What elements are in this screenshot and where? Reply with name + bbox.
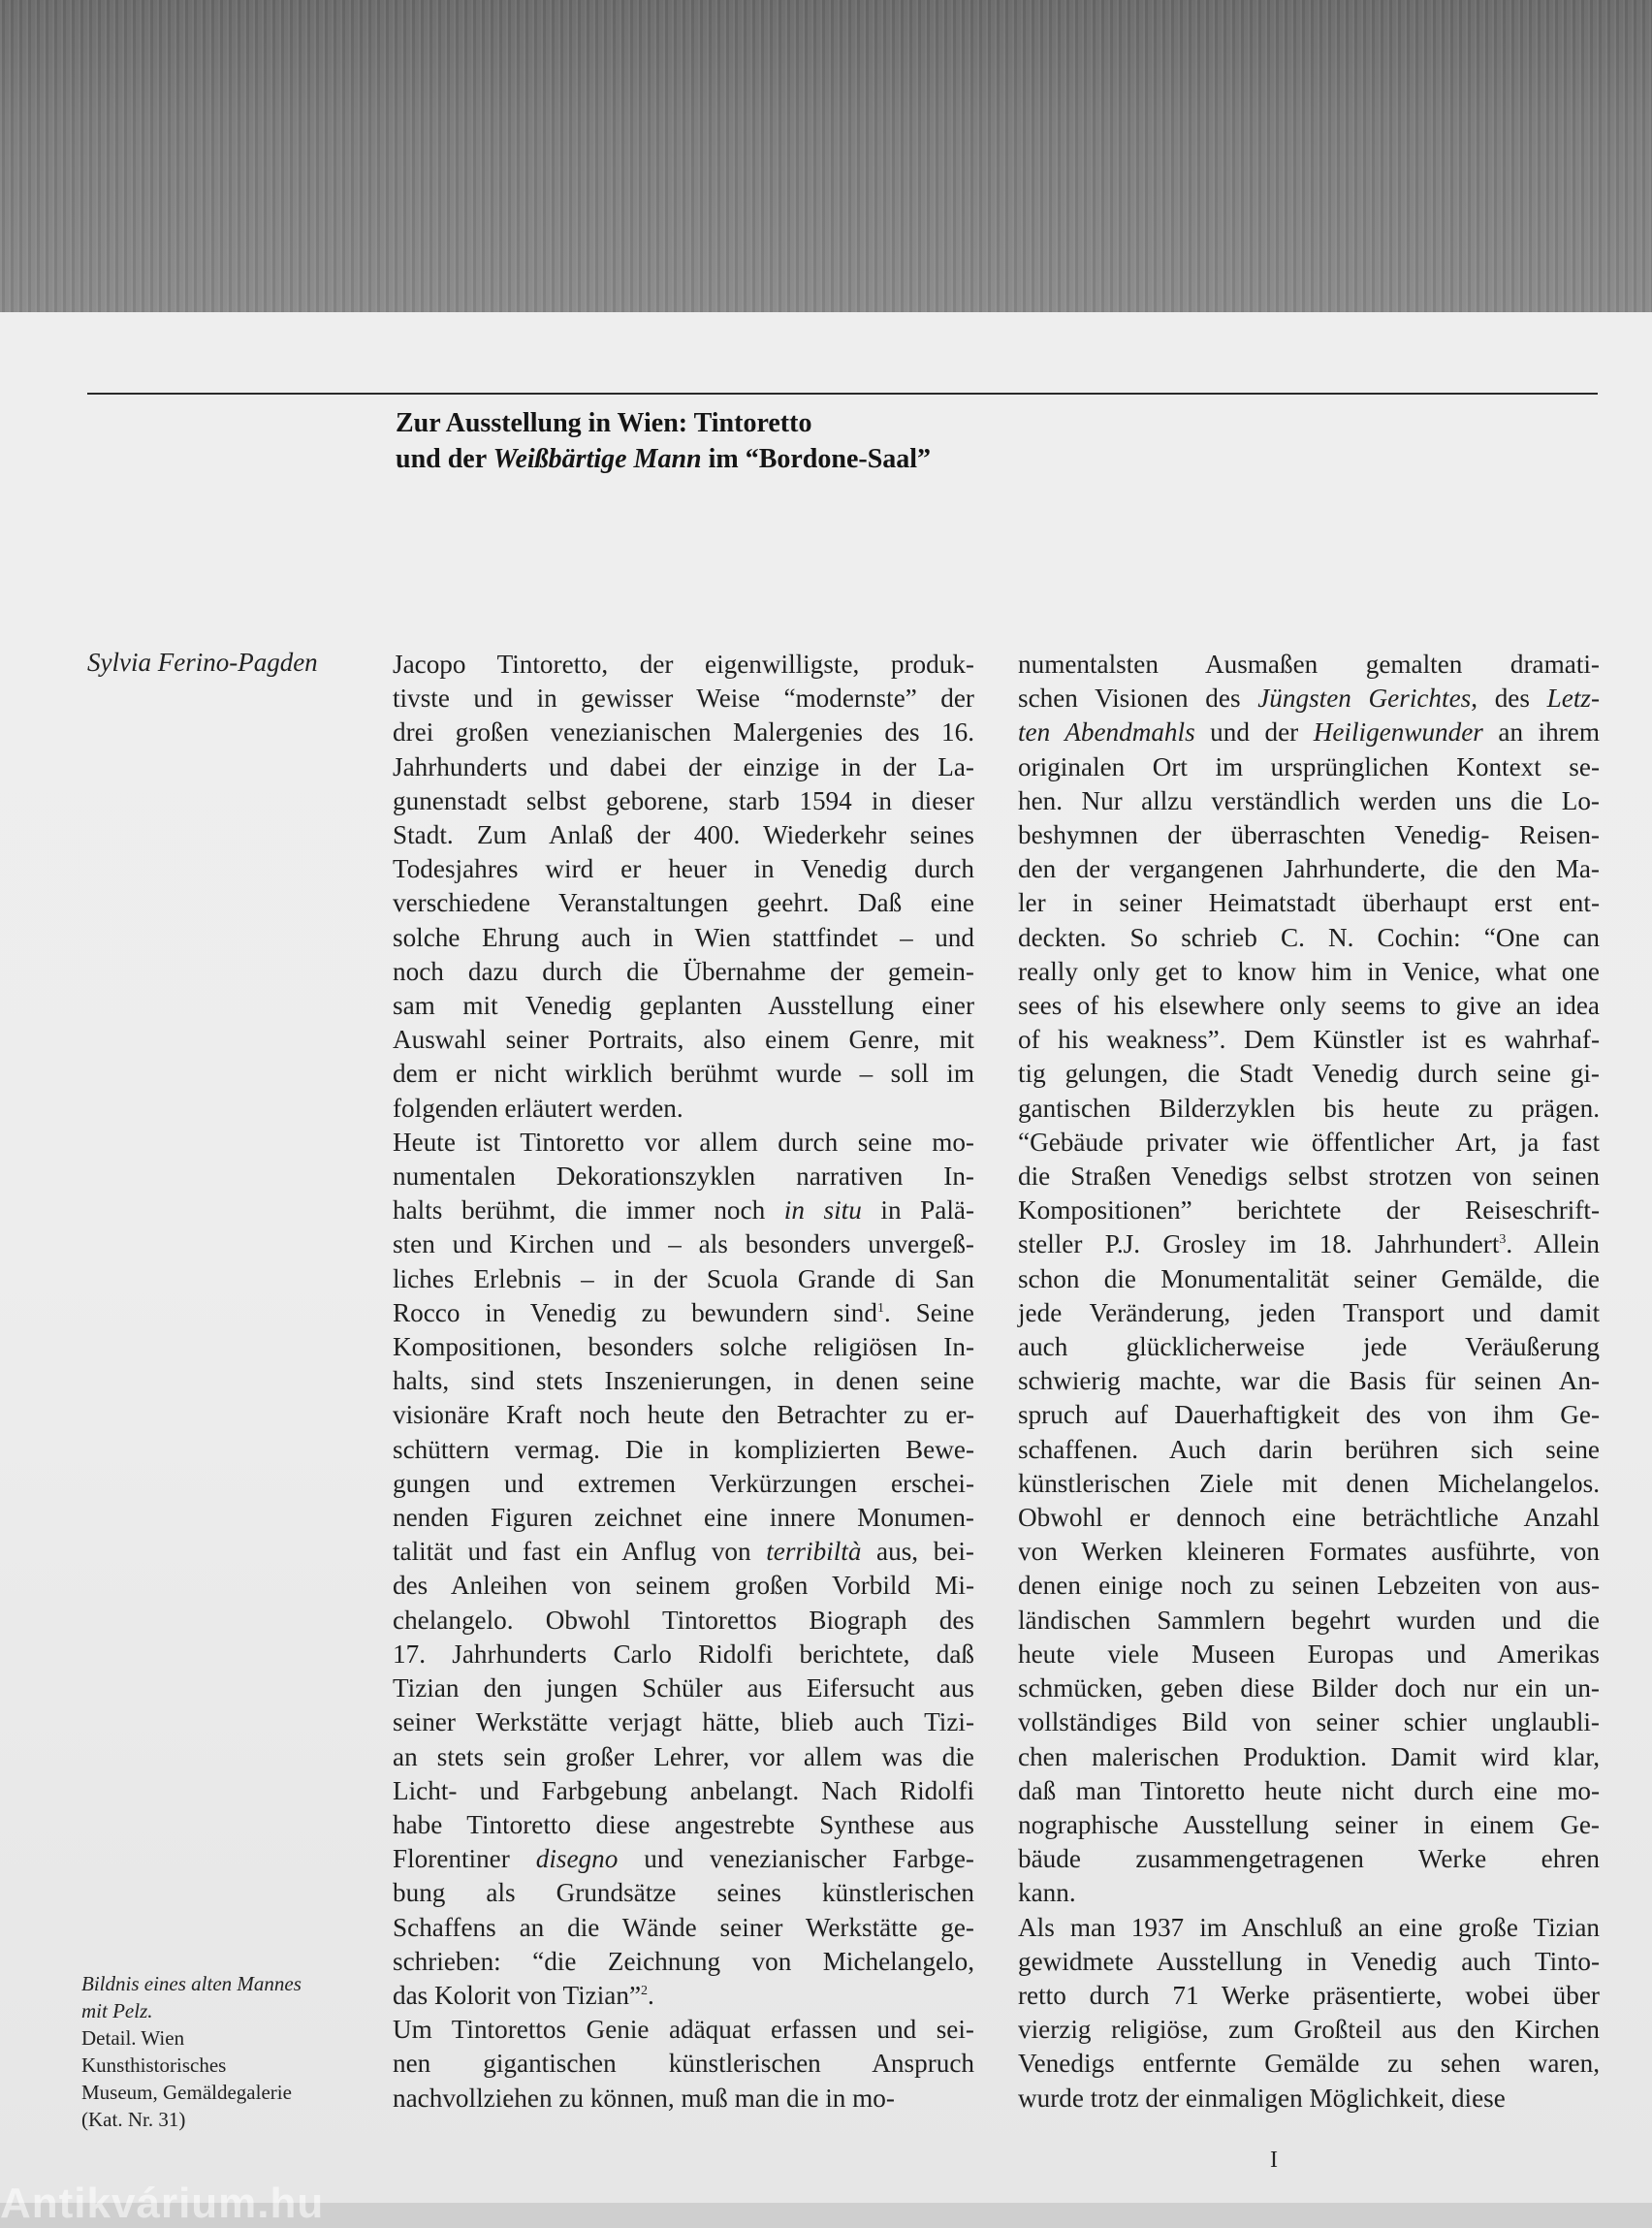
text-line: Venedigs entfernte Gemälde zu sehen waren, [1018, 2049, 1600, 2079]
text-line: originalen Ort im ursprünglichen Kontext se- [1018, 751, 1600, 781]
text-line: chelangelo. Obwohl Tintorettos Biograph des [393, 1605, 974, 1635]
title-italic-painting: Weißbärtige Mann [492, 444, 702, 474]
text-line: vollständiges Bild von seiner schier unglaubli- [1018, 1707, 1600, 1737]
title-line-1: Zur Ausstellung in Wien: Tintoretto [396, 408, 812, 438]
text-line: von Werken kleineren Formates ausführte, von [1018, 1537, 1600, 1567]
text-line: des Anleihen von seinem großen Vorbild Mi- [393, 1571, 974, 1601]
text-line: Licht- und Farbgebung anbelangt. Nach Ridolfi [393, 1775, 974, 1805]
text-line: Jahrhunderts und dabei der einzige in der La- [393, 751, 974, 781]
text-line: heute viele Museen Europas und Amerikas [1018, 1639, 1600, 1669]
text-line: ten Abendmahls und der Heiligenwunder an ihrem [1018, 717, 1600, 748]
page-number: I [1270, 2148, 1278, 2173]
text-line: gunenstadt selbst geborene, starb 1594 in dieser [393, 785, 974, 815]
text-line: schon die Monumentalität seiner Gemälde, die [1018, 1263, 1600, 1293]
text-line: Jacopo Tintoretto, der eigenwilligste, produk- [393, 650, 974, 679]
text-line: kann. [1018, 1878, 1076, 1908]
text-line: tivste und in gewisser Weise “modernste” der [393, 684, 974, 714]
text-line: Stadt. Zum Anlaß der 400. Wiederkehr seines [393, 820, 974, 850]
text-line: Obwohl er dennoch eine beträchtliche Anzahl [1018, 1503, 1600, 1533]
title-line-2: und der Weißbärtige Mann im “Bordone-Saal” [396, 444, 932, 474]
text-line: Rocco in Venedig zu bewundern sind$^1$. Seine [393, 1297, 974, 1327]
text-line: den der vergangenen Jahrhunderte, die den Ma- [1018, 854, 1600, 884]
text-line: schaffenen. Auch darin berühren sich seine [1018, 1434, 1600, 1464]
text-line: nographische Ausstellung seiner in einem Ge- [1018, 1809, 1600, 1839]
text-line: daß man Tintoretto heute nicht durch eine mo- [1018, 1775, 1600, 1805]
text-line: Kompositionen, besonders solche religiösen In- [393, 1332, 974, 1362]
text-line: nachvollziehen zu können, muß man die in mo- [393, 2083, 895, 2113]
text-line: sten und Kirchen und – als besonders unvergeß- [393, 1229, 974, 1259]
text-line: künstlerischen Ziele mit denen Michelangelos. [1018, 1468, 1600, 1498]
caption-line: Bildnis eines alten Mannes [81, 1972, 302, 1995]
text-line: halts berühmt, die immer noch in situ in Palä- [393, 1195, 974, 1225]
text-line: jede Veränderung, jeden Transport und damit [1018, 1297, 1600, 1327]
text-line: an stets sein großer Lehrer, vor allem was die [393, 1741, 974, 1771]
text-line: noch dazu durch die Übernahme der gemein- [393, 956, 974, 986]
text-line: habe Tintoretto diese angestrebte Synthese aus [393, 1809, 974, 1839]
text-column-1 [393, 648, 974, 2116]
text-line: tig gelungen, die Stadt Venedig durch seine gi- [1018, 1059, 1600, 1089]
text-line: nen gigantischen künstlerischen Anspruch [393, 2049, 974, 2079]
text-line: “Gebäude privater wie öffentlicher Art, ja fast [1018, 1127, 1600, 1157]
text-line: talität und fast ein Anflug von terribiltà aus, bei- [393, 1537, 974, 1567]
text-line: bung als Grundsätze seines künstlerischen [393, 1878, 974, 1908]
text-line: deckten. So schrieb C. N. Cochin: “One can [1018, 922, 1600, 952]
text-line: Schaffens an die Wände seiner Werkstätte ge- [393, 1912, 974, 1942]
header-rule [87, 393, 1598, 395]
text-line: folgenden erläutert werden. [393, 1093, 683, 1123]
text-line: halts, sind stets Inszenierungen, in denen seine [393, 1366, 974, 1396]
text-line: liches Erlebnis – in der Scuola Grande di San [393, 1263, 974, 1293]
text-line: Auswahl seiner Portraits, also einem Genre, mit [393, 1025, 974, 1055]
text-line: schwierig machte, war die Basis für seinen An- [1018, 1366, 1600, 1396]
watermark: Antikvárium.hu [0, 2180, 325, 2227]
text-line: ländischen Sammlern begehrt wurden und die [1018, 1605, 1600, 1635]
text-line: gewidmete Ausstellung in Venedig auch Tinto- [1018, 1946, 1600, 1976]
text-line: schüttern vermag. Die in komplizierten Bewe- [393, 1434, 974, 1464]
text-line: beshymnen der überraschten Venedig- Reisen- [1018, 820, 1600, 850]
text-line: spruch auf Dauerhaftigkeit des von ihm Ge- [1018, 1400, 1600, 1430]
background-surface [0, 0, 1652, 312]
text-line: verschiedene Veranstaltungen geehrt. Daß eine [393, 888, 974, 918]
text-line: Todesjahres wird er heuer in Venedig durch [393, 854, 974, 884]
text-line: schrieben: “die Zeichnung von Michelangelo, [393, 1946, 974, 1976]
text-line: sees of his elsewhere only seems to give an idea [1018, 991, 1600, 1021]
text-line: das Kolorit von Tizian”$^2$. [393, 1980, 654, 2010]
text-line: of his weakness”. Dem Künstler ist es wahrhaf- [1018, 1025, 1600, 1055]
text-line: schmücken, geben diese Bilder doch nur ein un- [1018, 1673, 1600, 1703]
image-caption [81, 1970, 353, 2133]
text-line: sam mit Venedig geplanten Ausstellung einer [393, 991, 974, 1021]
text-line: nenden Figuren zeichnet eine innere Monumen- [393, 1503, 974, 1533]
text-line: seiner Werkstätte verjagt hätte, blieb auch Tizi- [393, 1707, 974, 1737]
text-line: hen. Nur allzu verständlich werden uns die Lo- [1018, 785, 1600, 815]
text-line: Heute ist Tintoretto vor allem durch seine mo- [393, 1127, 974, 1157]
text-line: numentalsten Ausmaßen gemalten dramati- [1018, 650, 1600, 679]
caption-line: mit Pelz. Detail. Wien [81, 1999, 185, 2050]
article-title [396, 405, 1268, 477]
text-line: ler in seiner Heimatstadt überhaupt erst ent- [1018, 888, 1600, 918]
author-name: Sylvia Ferino-Pagden [87, 648, 318, 677]
text-line: drei großen venezianischen Malergenies des 16. [393, 717, 974, 748]
text-line: gantischen Bilderzyklen bis heute zu prägen. [1018, 1093, 1600, 1123]
text-line: denen einige noch zu seinen Lebzeiten von aus- [1018, 1571, 1600, 1601]
caption-line: Kunsthistorisches [81, 2053, 227, 2077]
text-line: gungen und extremen Verkürzungen erschei- [393, 1468, 974, 1498]
text-line: 17. Jahrhunderts Carlo Ridolfi berichtete, daß [393, 1639, 974, 1669]
text-line: solche Ehrung auch in Wien stattfindet – und [393, 922, 974, 952]
text-line: bäude zusammengetragenen Werke ehren [1018, 1844, 1600, 1874]
text-line: schen Visionen des Jüngsten Gerichtes, des Letz- [1018, 684, 1600, 714]
text-line: die Straßen Venedigs selbst strotzen von seinen [1018, 1162, 1600, 1192]
caption-line: Museum, Gemäldegalerie [81, 2081, 292, 2104]
text-line: Kompositionen” berichtete der Reiseschrift- [1018, 1195, 1600, 1225]
text-line: numentalen Dekorationszyklen narrativen In- [393, 1162, 974, 1192]
caption-line: (Kat. Nr. 31) [81, 2108, 186, 2131]
text-line: really only get to know him in Venice, what one [1018, 956, 1600, 986]
text-line: visionäre Kraft noch heute den Betrachter zu er- [393, 1400, 974, 1430]
text-line: auch glücklicherweise jede Veräußerung [1018, 1332, 1600, 1362]
text-line: Als man 1937 im Anschluß an eine große Tizian [1018, 1912, 1600, 1942]
text-line: vierzig religiöse, zum Großteil aus den Kirchen [1018, 2015, 1600, 2045]
text-line: Um Tintorettos Genie adäquat erfassen und sei- [393, 2015, 974, 2045]
text-line: retto durch 71 Werke präsentierte, wobei über [1018, 1980, 1600, 2010]
text-line: dem er nicht wirklich berühmt wurde – soll im [393, 1059, 974, 1089]
text-line: chen malerischen Produktion. Damit wird klar, [1018, 1741, 1600, 1771]
text-line: Tizian den jungen Schüler aus Eifersucht aus [393, 1673, 974, 1703]
text-column-2 [1018, 648, 1600, 2116]
text-line: wurde trotz der einmaligen Möglichkeit, diese [1018, 2083, 1506, 2113]
text-line: Florentiner disegno und venezianischer Farbge- [393, 1844, 974, 1874]
text-line: steller P.J. Grosley im 18. Jahrhundert$^3$. Allein [1018, 1229, 1600, 1259]
